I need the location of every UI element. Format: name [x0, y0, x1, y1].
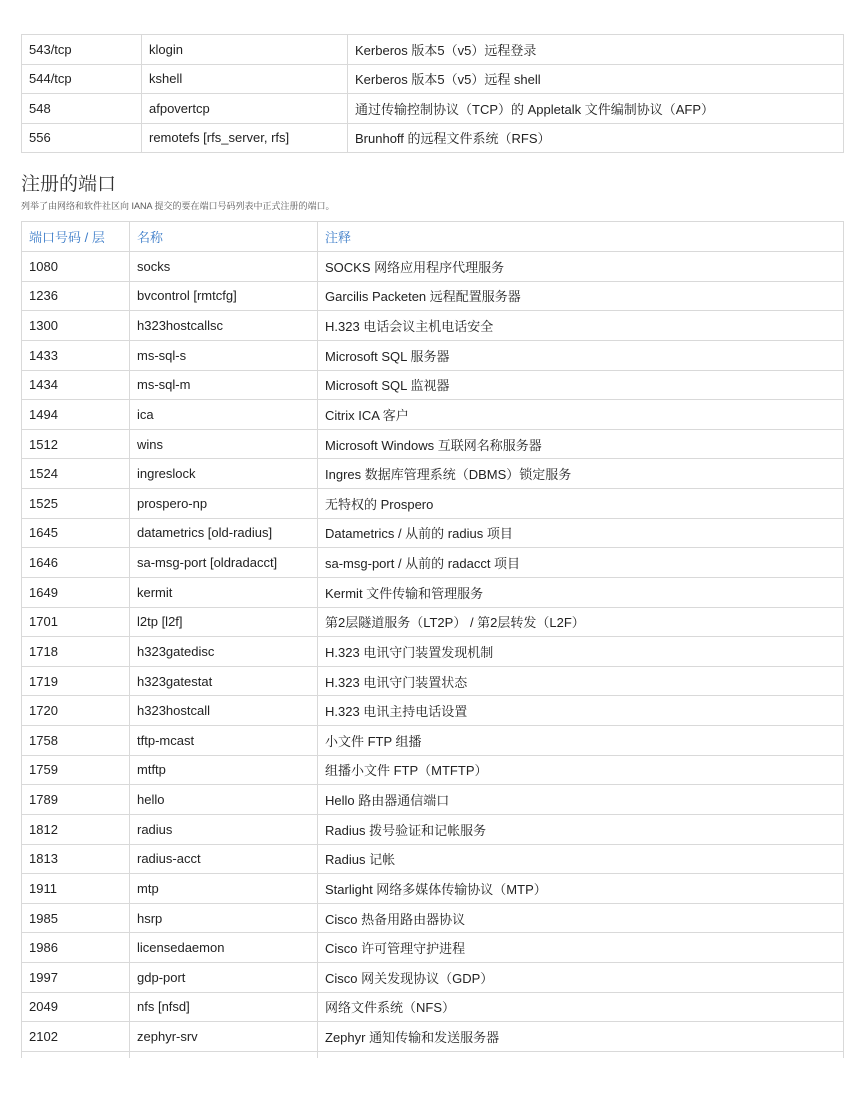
cell-name: tftp-mcast: [130, 726, 318, 756]
header-name: 名称: [130, 222, 318, 252]
cell-note: sa-msg-port / 从前的 radacct 项目: [318, 548, 844, 578]
header-note: 注释: [318, 222, 844, 252]
cell-name: datametrics [old-radius]: [130, 518, 318, 548]
table-row: [22, 874, 844, 904]
cell-port: 1646: [22, 548, 130, 578]
cell-name: h323gatestat: [130, 666, 318, 696]
table-row: [22, 123, 844, 153]
cell-note: Garcilis Packeten 远程配置服务器: [318, 281, 844, 311]
section-description: 列举了由网络和软件社区向 IANA 提交的要在端口号码列表中正式注册的端口。: [21, 201, 335, 211]
table-row: [22, 489, 844, 519]
cell-name: mtp: [130, 874, 318, 904]
cell-name: ms-sql-m: [130, 370, 318, 400]
cell-note: 无特权的 Prospero: [318, 489, 844, 519]
table-row: [22, 903, 844, 933]
cell-name: radius: [130, 814, 318, 844]
cell-port: 1525: [22, 489, 130, 519]
cell-port: 1649: [22, 577, 130, 607]
cell-port: 1758: [22, 726, 130, 756]
cell-note: 通过传输控制协议（TCP）的 Appletalk 文件编制协议（AFP）: [348, 94, 844, 124]
cell-empty: [130, 1051, 318, 1058]
cell-name: licensedaemon: [130, 933, 318, 963]
cell-note: Ingres 数据库管理系统（DBMS）锁定服务: [318, 459, 844, 489]
cell-name: afpovertcp: [142, 94, 348, 124]
table-row: [22, 64, 844, 94]
cell-port: 1080: [22, 252, 130, 282]
table-row: [22, 844, 844, 874]
cell-note: Citrix ICA 客户: [318, 400, 844, 430]
cell-note: 小文件 FTP 组播: [318, 726, 844, 756]
cell-note: Radius 拨号验证和记帐服务: [318, 814, 844, 844]
cell-port: 1986: [22, 933, 130, 963]
cell-empty: [22, 1051, 130, 1058]
cell-name: ingreslock: [130, 459, 318, 489]
cell-name: h323hostcallsc: [130, 311, 318, 341]
cell-port: 1300: [22, 311, 130, 341]
cell-note: Datametrics / 从前的 radius 项目: [318, 518, 844, 548]
cell-name: l2tp [l2f]: [130, 607, 318, 637]
cell-port: 2049: [22, 992, 130, 1022]
cell-port: 1759: [22, 755, 130, 785]
table-row: [22, 666, 844, 696]
cell-port: 1812: [22, 814, 130, 844]
table-row: [22, 281, 844, 311]
cell-note: Kerberos 版本5（v5）远程登录: [348, 35, 844, 65]
cell-note: Hello 路由器通信端口: [318, 785, 844, 815]
table-row: [22, 94, 844, 124]
cell-note: H.323 电讯主持电话设置: [318, 696, 844, 726]
cell-name: ica: [130, 400, 318, 430]
cell-name: kshell: [142, 64, 348, 94]
cell-port: 1911: [22, 874, 130, 904]
table-row: [22, 370, 844, 400]
cell-name: gdp-port: [130, 963, 318, 993]
table-row: [22, 755, 844, 785]
cell-name: prospero-np: [130, 489, 318, 519]
table-row: [22, 785, 844, 815]
cell-note: H.323 电讯守门装置发现机制: [318, 637, 844, 667]
cell-name: remotefs [rfs_server, rfs]: [142, 123, 348, 153]
table-row: [22, 992, 844, 1022]
cell-port: 1433: [22, 340, 130, 370]
cell-name: radius-acct: [130, 844, 318, 874]
registered-ports-table-body: [22, 252, 844, 1058]
cell-port: 543/tcp: [22, 35, 142, 65]
cell-name: wins: [130, 429, 318, 459]
cell-port: 556: [22, 123, 142, 153]
cell-name: bvcontrol [rmtcfg]: [130, 281, 318, 311]
cell-note: H.323 电讯守门装置状态: [318, 666, 844, 696]
table-row: [22, 400, 844, 430]
section-title: 注册的端口: [21, 173, 117, 195]
table-row: [22, 637, 844, 667]
cell-note: 第2层隧道服务（LT2P） / 第2层转发（L2F）: [318, 607, 844, 637]
cell-port: 544/tcp: [22, 64, 142, 94]
cell-port: 1997: [22, 963, 130, 993]
cell-port: 2102: [22, 1022, 130, 1052]
cell-name: ms-sql-s: [130, 340, 318, 370]
cell-name: h323gatedisc: [130, 637, 318, 667]
table-row: [22, 311, 844, 341]
cell-empty: [318, 1051, 844, 1058]
table-row: [22, 548, 844, 578]
cell-name: klogin: [142, 35, 348, 65]
cell-note: Microsoft Windows 互联网名称服务器: [318, 429, 844, 459]
cell-note: Cisco 网关发现协议（GDP）: [318, 963, 844, 993]
table-row: [22, 252, 844, 282]
table-row: [22, 726, 844, 756]
cell-port: 1236: [22, 281, 130, 311]
cell-port: 1789: [22, 785, 130, 815]
table-header-row: [22, 222, 844, 252]
cell-port: 1719: [22, 666, 130, 696]
cell-port: 1512: [22, 429, 130, 459]
cell-port: 1645: [22, 518, 130, 548]
cell-name: mtftp: [130, 755, 318, 785]
cell-name: zephyr-srv: [130, 1022, 318, 1052]
cell-port: 1813: [22, 844, 130, 874]
cell-note: Zephyr 通知传输和发送服务器: [318, 1022, 844, 1052]
top-port-table: [21, 34, 844, 153]
cell-name: socks: [130, 252, 318, 282]
table-row: [22, 963, 844, 993]
cell-note: SOCKS 网络应用程序代理服务: [318, 252, 844, 282]
cell-port: 1434: [22, 370, 130, 400]
table-row: [22, 933, 844, 963]
cell-note: 网络文件系统（NFS）: [318, 992, 844, 1022]
cell-port: 1701: [22, 607, 130, 637]
cell-note: Cisco 热备用路由器协议: [318, 903, 844, 933]
table-row: [22, 814, 844, 844]
cell-name: sa-msg-port [oldradacct]: [130, 548, 318, 578]
table-row: [22, 518, 844, 548]
cell-note: Kerberos 版本5（v5）远程 shell: [348, 64, 844, 94]
registered-ports-table: [21, 221, 844, 1058]
cell-note: Brunhoff 的远程文件系统（RFS）: [348, 123, 844, 153]
table-row: [22, 429, 844, 459]
cell-port: 1720: [22, 696, 130, 726]
cell-note: Radius 记帐: [318, 844, 844, 874]
cell-port: 548: [22, 94, 142, 124]
cell-port: 1718: [22, 637, 130, 667]
cell-port: 1524: [22, 459, 130, 489]
cell-port: 1985: [22, 903, 130, 933]
cell-name: nfs [nfsd]: [130, 992, 318, 1022]
top-port-table-body: [22, 35, 844, 153]
cell-note: Cisco 许可管理守护进程: [318, 933, 844, 963]
table-row-continuation: [22, 1051, 844, 1058]
cell-note: Microsoft SQL 服务器: [318, 340, 844, 370]
table-row: [22, 35, 844, 65]
cell-note: 组播小文件 FTP（MTFTP）: [318, 755, 844, 785]
table-row: [22, 340, 844, 370]
table-row: [22, 607, 844, 637]
table-row: [22, 459, 844, 489]
cell-note: H.323 电话会议主机电话安全: [318, 311, 844, 341]
table-row: [22, 577, 844, 607]
cell-port: 1494: [22, 400, 130, 430]
cell-note: Microsoft SQL 监视器: [318, 370, 844, 400]
header-port: 端口号码 / 层: [22, 222, 130, 252]
cell-name: h323hostcall: [130, 696, 318, 726]
cell-note: Kermit 文件传输和管理服务: [318, 577, 844, 607]
table-row: [22, 1022, 844, 1052]
cell-name: hsrp: [130, 903, 318, 933]
table-row: [22, 696, 844, 726]
cell-name: kermit: [130, 577, 318, 607]
cell-note: Starlight 网络多媒体传输协议（MTP）: [318, 874, 844, 904]
cell-name: hello: [130, 785, 318, 815]
